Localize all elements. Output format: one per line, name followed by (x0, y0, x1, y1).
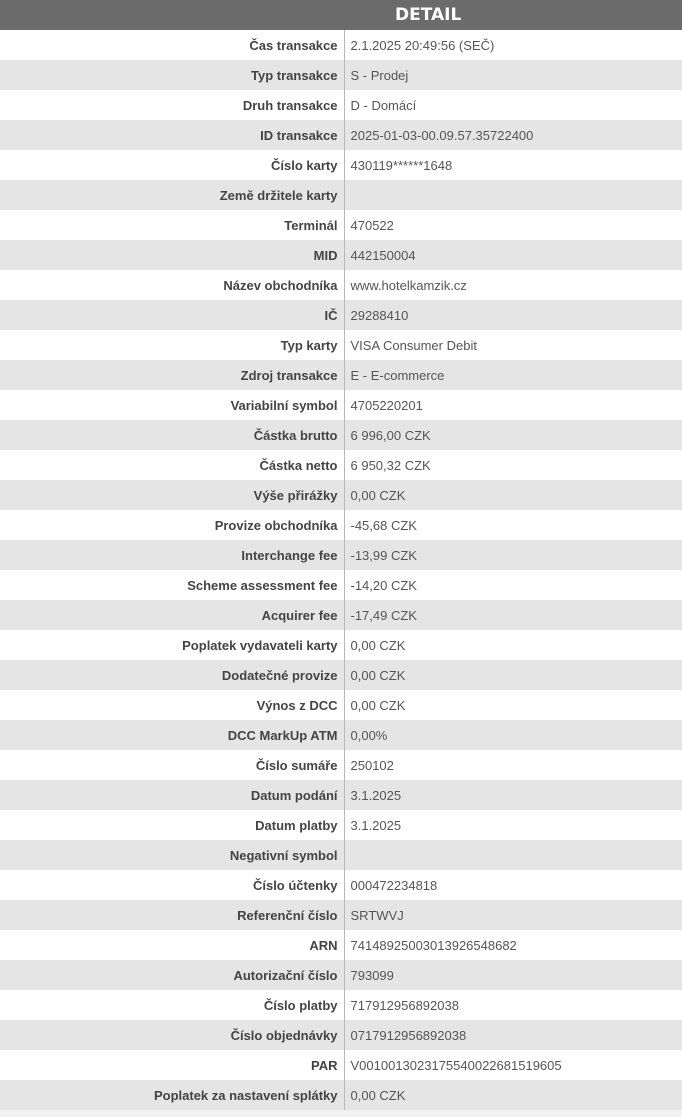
detail-row-label: Negativní symbol (0, 840, 344, 870)
detail-row (0, 180, 682, 210)
detail-row-value: 29288410 (344, 300, 682, 330)
detail-row-label: Čas transakce (0, 30, 344, 60)
detail-row (0, 240, 682, 270)
detail-row-value: VISA Consumer Debit (344, 330, 682, 360)
detail-row-value: 0,00% (344, 720, 682, 750)
detail-row-label: Číslo objednávky (0, 1020, 344, 1050)
detail-row-value: E - E-commerce (344, 360, 682, 390)
detail-row-value: 2.1.2025 20:49:56 (SEČ) (344, 30, 682, 60)
detail-row-value: S - Prodej (344, 60, 682, 90)
detail-row (0, 390, 682, 420)
detail-row (0, 480, 682, 510)
detail-row (0, 1050, 682, 1080)
detail-row-label: Terminál (0, 210, 344, 240)
detail-header (0, 0, 682, 30)
detail-row (0, 1080, 682, 1110)
detail-row (0, 630, 682, 660)
detail-row-label: Typ karty (0, 330, 344, 360)
detail-row-label: PAR (0, 1050, 344, 1080)
detail-row-value: 717912956892038 (344, 990, 682, 1020)
detail-row-value: 3.1.2025 (344, 810, 682, 840)
detail-row-label: Referenční číslo (0, 900, 344, 930)
detail-row-label: MID (0, 240, 344, 270)
detail-row-label: Druh transakce (0, 90, 344, 120)
detail-row (0, 930, 682, 960)
detail-row-label: Číslo karty (0, 150, 344, 180)
detail-row-label: Scheme assessment fee (0, 570, 344, 600)
detail-row (0, 60, 682, 90)
detail-row (0, 30, 682, 60)
detail-row-value: -17,49 CZK (344, 600, 682, 630)
detail-row-value: 250102 (344, 750, 682, 780)
detail-row (0, 450, 682, 480)
detail-row-label: ARN (0, 930, 344, 960)
detail-row-label: Zdroj transakce (0, 360, 344, 390)
detail-row-label: ID transakce (0, 120, 344, 150)
detail-row-label: Interchange fee (0, 540, 344, 570)
detail-row-label: Název obchodníka (0, 270, 344, 300)
detail-row-label: Typ transakce (0, 60, 344, 90)
detail-row-label: Číslo účtenky (0, 870, 344, 900)
transaction-detail-table (0, 30, 682, 1110)
detail-row-value (344, 180, 682, 210)
detail-row-label: Poplatek vydavateli karty (0, 630, 344, 660)
detail-row-label: Acquirer fee (0, 600, 344, 630)
detail-row-label: Výnos z DCC (0, 690, 344, 720)
detail-row-value: 793099 (344, 960, 682, 990)
detail-row-value: V0010013023175540022681519605 (344, 1050, 682, 1080)
detail-row (0, 870, 682, 900)
detail-row-label: Číslo platby (0, 990, 344, 1020)
detail-row (0, 900, 682, 930)
detail-row (0, 420, 682, 450)
detail-row-value: -14,20 CZK (344, 570, 682, 600)
detail-row-label: Dodatečné provize (0, 660, 344, 690)
detail-row-value: 4705220201 (344, 390, 682, 420)
detail-row-value: 430119******1648 (344, 150, 682, 180)
detail-row-value: 470522 (344, 210, 682, 240)
detail-row-value: 74148925003013926548682 (344, 930, 682, 960)
detail-row-value: -13,99 CZK (344, 540, 682, 570)
detail-row-value: 0,00 CZK (344, 1080, 682, 1110)
detail-row (0, 990, 682, 1020)
detail-row-value (344, 840, 682, 870)
detail-row-value: SRTWVJ (344, 900, 682, 930)
detail-row-value: D - Domácí (344, 90, 682, 120)
detail-row (0, 330, 682, 360)
detail-row (0, 360, 682, 390)
detail-row-label: DCC MarkUp ATM (0, 720, 344, 750)
detail-row-value: www.hotelkamzik.cz (344, 270, 682, 300)
detail-row-label: Poplatek za nastavení splátky (0, 1080, 344, 1110)
detail-row (0, 90, 682, 120)
detail-row-value: 0,00 CZK (344, 480, 682, 510)
detail-row (0, 960, 682, 990)
detail-row (0, 150, 682, 180)
detail-row-label: IČ (0, 300, 344, 330)
detail-row-value: 6 950,32 CZK (344, 450, 682, 480)
detail-row-value: 6 996,00 CZK (344, 420, 682, 450)
detail-row (0, 660, 682, 690)
detail-row-label: Číslo sumáře (0, 750, 344, 780)
detail-row-label: Částka brutto (0, 420, 344, 450)
detail-row-value: 3.1.2025 (344, 780, 682, 810)
detail-title: DETAIL (395, 5, 462, 25)
detail-row (0, 570, 682, 600)
detail-row-label: Datum platby (0, 810, 344, 840)
detail-row (0, 540, 682, 570)
detail-row (0, 120, 682, 150)
detail-row (0, 840, 682, 870)
detail-row (0, 300, 682, 330)
detail-row-label: Variabilní symbol (0, 390, 344, 420)
detail-row (0, 750, 682, 780)
detail-row-value: 0717912956892038 (344, 1020, 682, 1050)
detail-row-label: Země držitele karty (0, 180, 344, 210)
detail-row (0, 600, 682, 630)
bottom-strip (0, 1110, 682, 1117)
detail-row-value: -45,68 CZK (344, 510, 682, 540)
detail-row-label: Výše přirážky (0, 480, 344, 510)
detail-row (0, 270, 682, 300)
detail-row (0, 690, 682, 720)
detail-table-body (0, 30, 682, 1110)
detail-row-value: 0,00 CZK (344, 660, 682, 690)
detail-row-label: Částka netto (0, 450, 344, 480)
detail-row-label: Datum podání (0, 780, 344, 810)
detail-row-value: 000472234818 (344, 870, 682, 900)
detail-row (0, 780, 682, 810)
detail-row-label: Provize obchodníka (0, 510, 344, 540)
detail-row (0, 1020, 682, 1050)
detail-row-value: 0,00 CZK (344, 630, 682, 660)
detail-row-value: 442150004 (344, 240, 682, 270)
detail-row (0, 810, 682, 840)
detail-row-value: 2025-01-03-00.09.57.35722400 (344, 120, 682, 150)
detail-row-label: Autorizační číslo (0, 960, 344, 990)
detail-row-value: 0,00 CZK (344, 690, 682, 720)
detail-row (0, 720, 682, 750)
detail-row (0, 210, 682, 240)
detail-row (0, 510, 682, 540)
